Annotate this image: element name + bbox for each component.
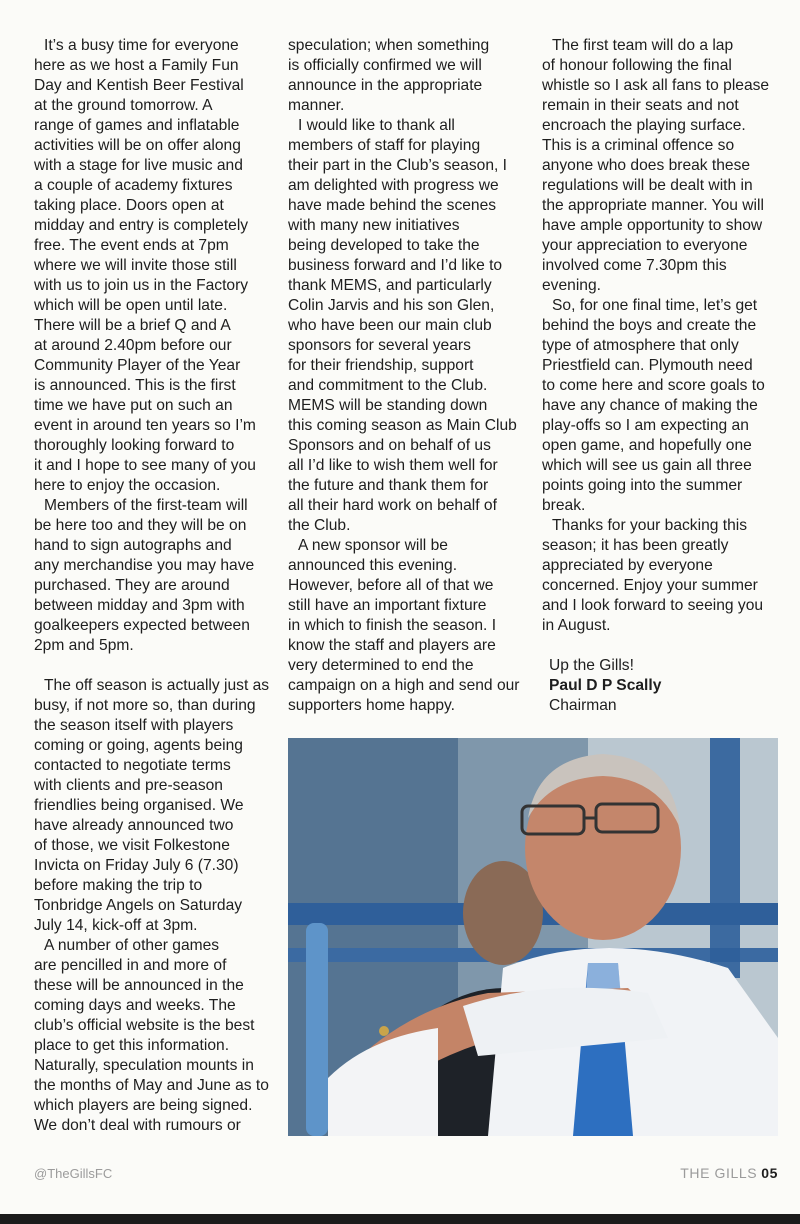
- page-number: 05: [761, 1165, 778, 1181]
- paragraph: Thanks for your backing this season; it has been greatly appreciated by everyone concerned. Enjoy your summer and I look forward to seeing you in August.: [542, 517, 764, 634]
- chairman-photo: [288, 738, 778, 1136]
- paragraph: It’s a busy time for everyone here as we host a Family Fun Day and Kentish Beer Festival at the ground tomorrow. A range of games and inflatable activities will be on offer along with a stage for live music and a couple of academy fixtures taking place. Doors open at midday and entry is completely free. The event ends at 7pm where we will invite those still with us to join us in the Factory which will be open until late. There will be a brief Q and A at around 2.40pm before our Community Player of the Year is announced. This is the first time we have put on such an event in around ten years so I’m thoroughly looking forward to it and I hope to see many of you here to enjoy the occasion.: [34, 37, 256, 494]
- article-column-1: [34, 36, 280, 1136]
- paragraph: Members of the first-team will be here too and they will be on hand to sign autographs and any merchandise you may have purchased. They are around between midday and 3pm with goalkeepers expected between 2pm and 5pm.: [34, 497, 255, 654]
- paragraph: A new sponsor will be announced this evening. However, before all of that we still have an important fixture in which to finish the season. I know the staff and players are very determined to end the campaign on a high and send our supporters home happy.: [288, 537, 520, 714]
- bottom-edge: [0, 1214, 800, 1224]
- article-column-2: [288, 36, 538, 716]
- signoff-title: Chairman: [549, 697, 617, 714]
- paragraph: speculation; when something is officially confirmed we will announce in the appropriate manner.: [288, 37, 490, 114]
- paragraph: So, for one final time, let’s get behind the boys and create the type of atmosphere that only Priestfield can. Plymouth need to come here and score goals to have any chance of making the play-offs so I am expecting an open game, and hopefully one which will see us gain all three points going into the summer break.: [542, 297, 765, 514]
- signoff-greeting: Up the Gills!: [549, 657, 634, 674]
- social-handle: @TheGillsFC: [34, 1166, 113, 1181]
- paragraph: I would like to thank all members of staff for playing their part in the Club’s season, I am delighted with progress we have made behind the scenes with many new initiatives being developed to take the business forward and I’d like to thank MEMS, and particularly Colin Jarvis and his son Glen, who have been our main club sponsors for several years for their friendship, support and commitment to the Club. MEMS will be standing down this coming season as Main Club Sponsors and on behalf of us all I’d like to wish them well for the future and thank them for all their hard work on behalf of the Club.: [288, 117, 517, 534]
- paragraph: The off season is actually just as busy, if not more so, than during the season itself with players coming or going, agents being contacted to negotiate terms with clients and pre-season friendlies being organised. We have already announced two of those, we visit Folkestone Invicta on Friday July 6 (7.30) before making the trip to Tonbridge Angels on Saturday July 14, kick-off at 3pm.: [34, 677, 270, 934]
- magazine-title: THE GILLS: [680, 1165, 758, 1181]
- signoff-name: Paul D P Scally: [549, 677, 662, 694]
- page-footer: [680, 1165, 778, 1181]
- signoff: [549, 656, 661, 716]
- paragraph: The first team will do a lap of honour following the final whistle so I ask all fans to please remain in their seats and not encroach the playing surface. This is a criminal offence so anyone who does break these regulations will be dealt with in the appropriate manner. You will have ample opportunity to show your appreciation to everyone involved come 7.30pm this evening.: [542, 37, 770, 294]
- article-column-3: [542, 36, 787, 636]
- paragraph: A number of other games are pencilled in and more of these will be announced in the coming days and weeks. The club’s official website is the best place to get this information. Naturally, speculation mounts in the months of May and June as to which players are being signed. We don’t deal with rumours or: [34, 937, 269, 1134]
